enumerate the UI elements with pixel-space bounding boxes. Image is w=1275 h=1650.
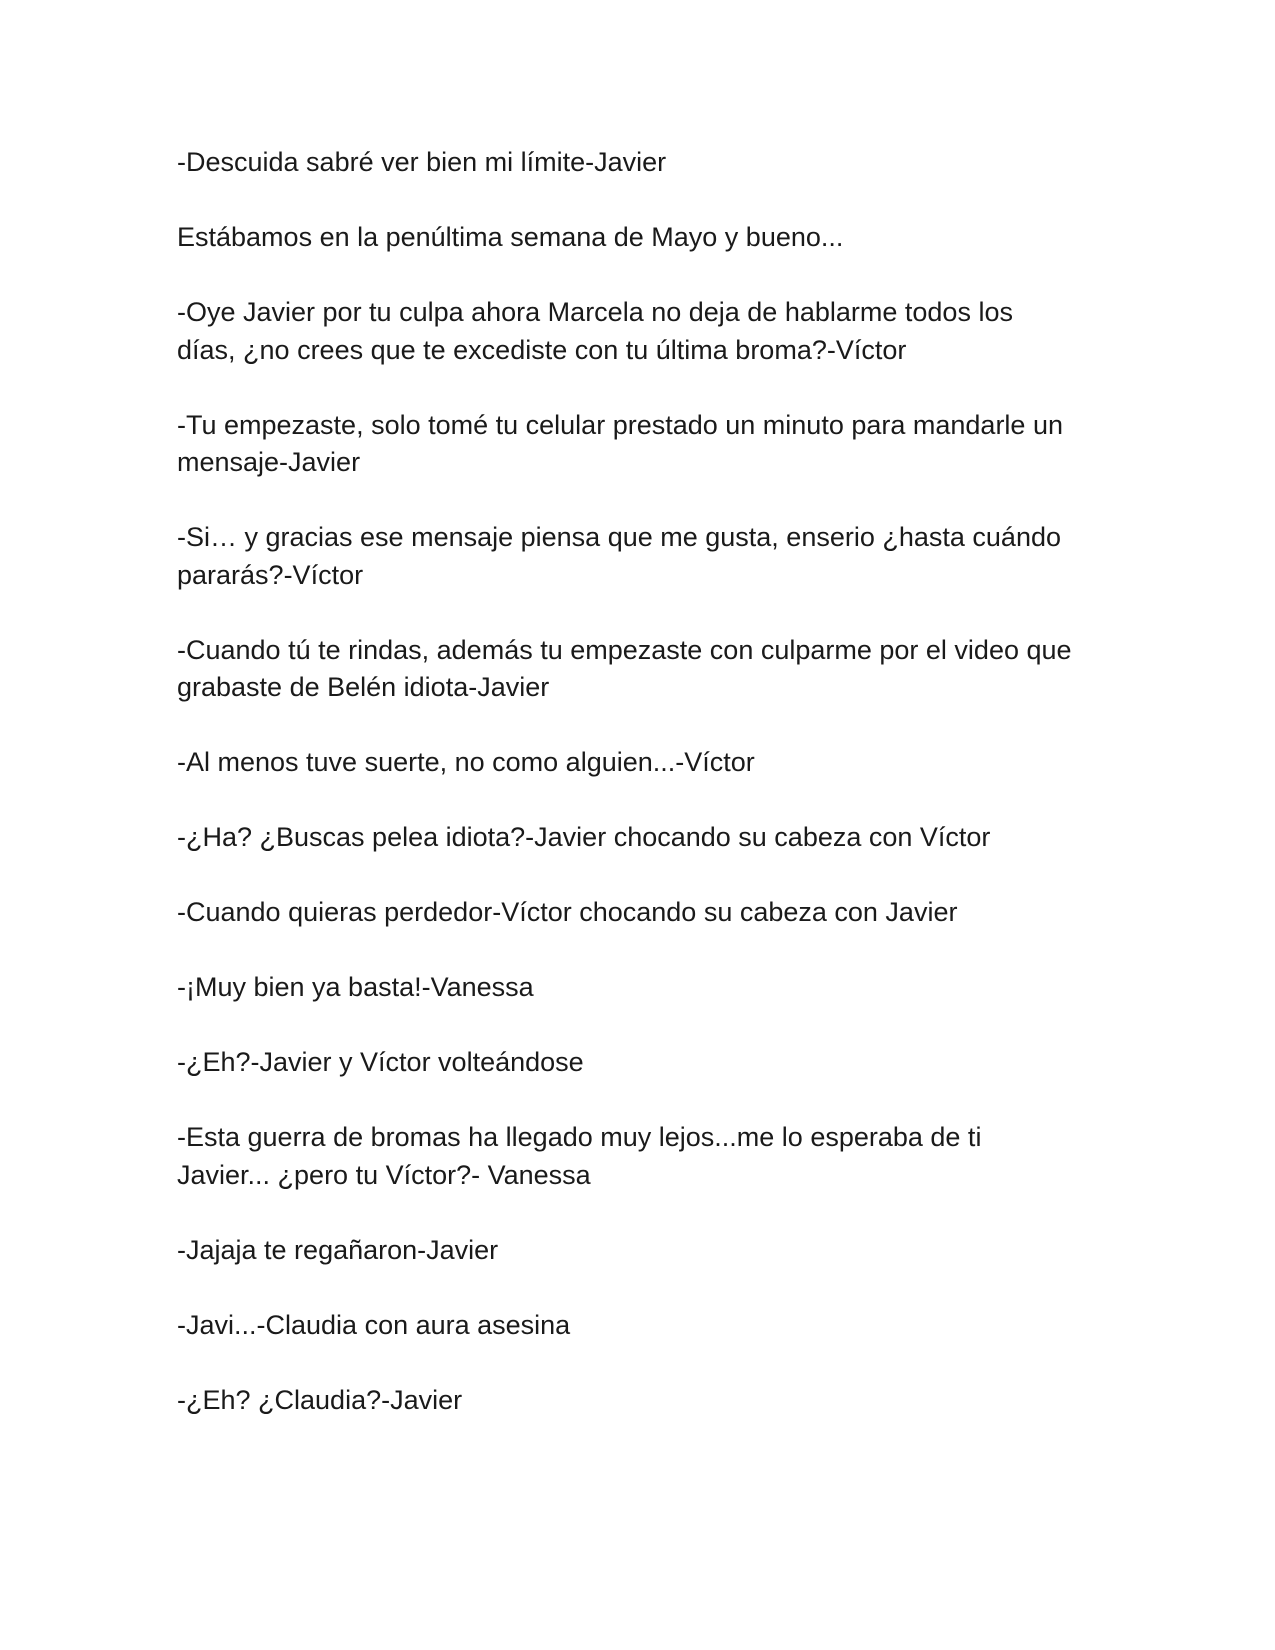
paragraph: -Oye Javier por tu culpa ahora Marcela no deja de hablarme todos los días, ¿no crees que te excediste con tu última broma?-Víctor [177,297,1021,365]
paragraph: -¿Ha? ¿Buscas pelea idiota?-Javier chocando su cabeza con Víctor [177,822,991,852]
paragraph: -¿Eh?-Javier y Víctor volteándose [177,1047,584,1077]
paragraph: -Descuida sabré ver bien mi límite-Javier [177,147,667,177]
paragraph: Estábamos en la penúltima semana de Mayo y bueno... [177,222,844,252]
paragraph: -Tu empezaste, solo tomé tu celular prestado un minuto para mandarle un mensaje-Javier [177,409,1071,477]
paragraph: -Jajaja te regañaron-Javier [177,1234,499,1265]
paragraph: -Al menos tuve suerte, no como alguien...-Víctor [177,747,755,777]
document-body [177,144,1080,1457]
paragraph: -Javi...-Claudia con aura asesina [177,1309,571,1340]
paragraph: -¡Muy bien ya basta!-Vanessa [177,972,534,1002]
paragraph: -¿Eh? ¿Claudia?-Javier [177,1384,463,1415]
paragraph: -Si… y gracias ese mensaje piensa que me gusta, enserio ¿hasta cuándo pararás?-Víctor [177,522,1069,590]
paragraph: -Cuando tú te rindas, además tu empezaste con culparme por el video que grabaste de Belén idiota-Javier [177,634,1080,702]
paragraph: -Esta guerra de bromas ha llegado muy lejos...me lo esperaba de ti Javier... ¿pero tu Víctor?- Vanessa [177,1122,989,1190]
paragraph: -Cuando quieras perdedor-Víctor chocando su cabeza con Javier [177,897,958,927]
